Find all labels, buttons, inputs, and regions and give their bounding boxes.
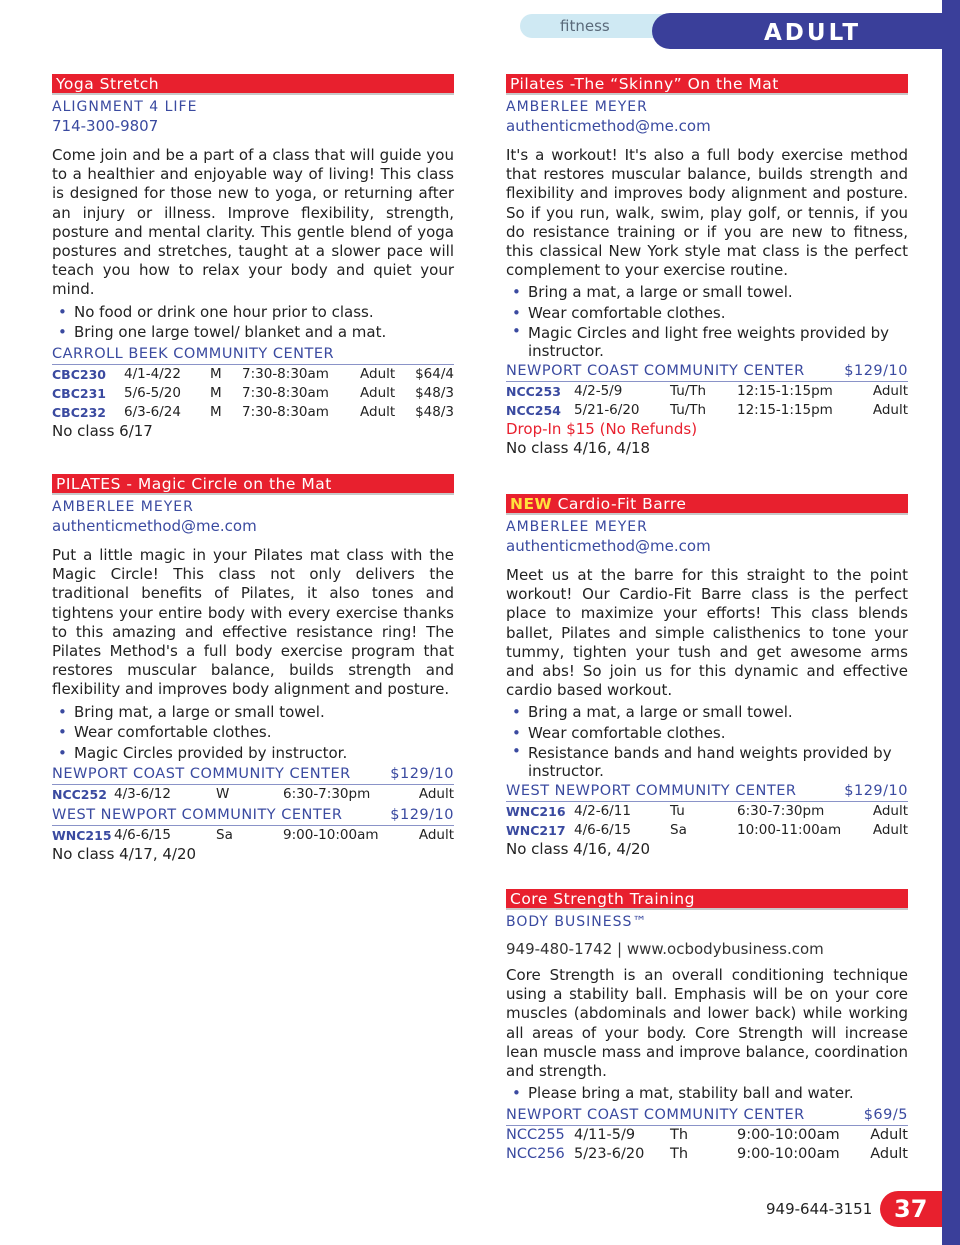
location-fee: $129/10 (844, 783, 908, 800)
class-code[interactable]: NCC256 (506, 1145, 565, 1162)
section-title: PILATES - Magic Circle on the Mat (52, 474, 454, 495)
time: 6:30-7:30pm (283, 786, 371, 803)
list-item: • Please bring a mat, stability ball and water. (506, 1083, 908, 1104)
dates: 5/23-6/20 (574, 1145, 645, 1162)
time: 9:00-10:00am (737, 1126, 840, 1143)
dates: 4/11-5/9 (574, 1126, 636, 1143)
list-item: • Magic Circles and light free weights provided by instructor. (506, 323, 908, 360)
section-title: Yoga Stretch (52, 74, 454, 95)
table-row (506, 802, 908, 821)
location-fee: $129/10 (390, 766, 454, 783)
table-row (52, 384, 454, 403)
dates: 6/3-6/24 (124, 403, 181, 420)
age-group: Adult (360, 365, 396, 382)
list-item: • Bring one large towel/ blanket and a mat. (52, 322, 454, 343)
age-group: Adult (872, 803, 908, 820)
core-strength-section (506, 889, 908, 1164)
location-name: CARROLL BEEK COMMUNITY CENTER (52, 345, 335, 362)
table-row (52, 403, 454, 422)
location-fee: $129/10 (390, 807, 454, 824)
age-group: Adult (360, 384, 396, 401)
list-item: • Bring a mat, a large or small towel. (506, 282, 908, 303)
age-group: Adult (870, 1126, 908, 1143)
time: 9:00-10:00am (283, 827, 379, 844)
class-code[interactable]: NCC254 (506, 403, 561, 419)
list-item: • Bring a mat, a large or small towel. (506, 702, 908, 723)
list-item: • Bring mat, a large or small towel. (52, 702, 454, 723)
location-header (52, 345, 454, 365)
instructor-name: AMBERLEE MEYER (506, 99, 648, 115)
schedule-table (52, 785, 454, 804)
day: Th (670, 1145, 689, 1162)
fee: $64/4 (415, 365, 454, 382)
instructor-name: ALIGNMENT 4 LIFE (52, 99, 198, 115)
time: 9:00-10:00am (737, 1145, 840, 1162)
age-group: Adult (418, 786, 454, 803)
instructor-name: BODY BUSINESS™ (506, 914, 648, 930)
dates: 4/2-6/11 (574, 803, 631, 820)
class-code[interactable]: WNC217 (506, 823, 566, 839)
location-name: WEST NEWPORT COMMUNITY CENTER (52, 807, 343, 824)
contact-email[interactable]: authenticmethod@me.com (506, 537, 711, 555)
class-code[interactable]: NCC253 (506, 384, 561, 400)
requirements-list (52, 302, 454, 343)
day: W (216, 786, 230, 803)
day: M (210, 365, 222, 382)
requirements-list (506, 702, 908, 780)
yoga-stretch-section (52, 74, 454, 474)
location-fee: $129/10 (844, 363, 908, 380)
day: Sa (670, 822, 687, 839)
new-badge: NEW (510, 495, 553, 513)
day: Tu/Th (670, 383, 707, 400)
day: M (210, 403, 222, 420)
time: 12:15-1:15pm (737, 383, 833, 400)
right-column (506, 74, 908, 1164)
day: Tu (670, 803, 685, 820)
table-row (506, 401, 908, 420)
dates: 4/6-6/15 (114, 827, 171, 844)
schedule-table (506, 1126, 908, 1164)
class-code[interactable]: NCC255 (506, 1126, 565, 1143)
adult-tab: ADULT (652, 13, 942, 49)
location-fee: $69/5 (863, 1106, 908, 1123)
no-class-note: No class 4/16, 4/20 (506, 840, 651, 859)
class-code[interactable]: CBC231 (52, 385, 106, 401)
dates: 5/6-5/20 (124, 384, 181, 401)
left-column (52, 74, 454, 864)
class-code[interactable]: WNC216 (506, 804, 566, 820)
list-item: • Wear comfortable clothes. (506, 303, 908, 324)
age-group: Adult (872, 383, 908, 400)
dates: 4/3-6/12 (114, 786, 171, 803)
time: 7:30-8:30am (242, 365, 329, 382)
time: 6:30-7:30pm (737, 803, 825, 820)
day: Th (670, 1126, 689, 1143)
location-name: NEWPORT COAST COMMUNITY CENTER (506, 363, 805, 380)
schedule-table (506, 382, 908, 420)
dates: 4/2-5/9 (574, 383, 623, 400)
age-group: Adult (360, 403, 396, 420)
section-title-text: Cardio-Fit Barre (557, 495, 687, 513)
schedule-table (52, 826, 454, 845)
dates: 4/6-6/15 (574, 822, 631, 839)
requirements-list (506, 282, 908, 360)
location-name: NEWPORT COAST COMMUNITY CENTER (506, 1106, 805, 1123)
location-name: WEST NEWPORT COMMUNITY CENTER (506, 783, 797, 800)
fee: $48/3 (415, 384, 454, 401)
dates: 5/21-6/20 (574, 402, 640, 419)
location-header (506, 782, 908, 802)
page-number: 37 (880, 1191, 942, 1227)
location-header (506, 362, 908, 382)
schedule-table (506, 802, 908, 840)
contact-phone[interactable]: 714-300-9807 (52, 117, 159, 135)
table-row (506, 382, 908, 401)
class-code[interactable]: NCC252 (52, 787, 107, 803)
requirements-list (52, 702, 454, 764)
class-code[interactable]: CBC232 (52, 404, 106, 420)
section-title (506, 494, 908, 515)
age-group: Adult (872, 822, 908, 839)
class-code[interactable]: WNC215 (52, 828, 112, 844)
pilates-magic-circle-section (52, 474, 454, 864)
class-description: Core Strength is an overall conditioning technique using a stability ball. Emphasis will be on your core muscles (abdominals and lower back) while working all areas of your body. Core Strength will increase lean muscle mass and improve balance, coordination and strength. (506, 966, 908, 1081)
time: 7:30-8:30am (242, 403, 329, 420)
list-item: • Resistance bands and hand weights provided by instructor. (506, 743, 908, 780)
location-header (52, 806, 454, 826)
contact-email[interactable]: authenticmethod@me.com (52, 517, 257, 535)
table-row (506, 821, 908, 840)
requirements-list (506, 1083, 908, 1104)
list-item: • Wear comfortable clothes. (52, 722, 454, 743)
fee: $48/3 (415, 403, 454, 420)
no-class-note: No class 4/16, 4/18 (506, 439, 651, 458)
location-header (52, 765, 454, 785)
dates: 4/1-4/22 (124, 365, 181, 382)
right-edge-bar (942, 0, 960, 1245)
location-header (506, 1106, 908, 1126)
age-group: Adult (870, 1145, 908, 1162)
pilates-skinny-section (506, 74, 908, 494)
section-title: Pilates -The “Skinny” On the Mat (506, 74, 908, 95)
instructor-name: AMBERLEE MEYER (506, 519, 648, 535)
table-row (506, 1145, 908, 1164)
age-group: Adult (418, 827, 454, 844)
table-row (52, 365, 454, 384)
cardio-fit-barre-section (506, 494, 908, 889)
footer-phone: 949-644-3151 (766, 1200, 873, 1218)
class-description: Come join and be a part of a class that will guide you to a healthier and enjoyable way of living! This class is designed for those new to yoga, or returning after an injury or illness. Improve flexibility, strength, posture and mental clarity. This gentle blend of yoga postures and stretches, taught at a slower pace will teach you how to relax your body and quiet your mind. (52, 146, 454, 299)
time: 12:15-1:15pm (737, 402, 833, 419)
day: M (210, 384, 222, 401)
table-row (506, 1126, 908, 1145)
section-title: Core Strength Training (506, 889, 908, 910)
contact-email[interactable]: authenticmethod@me.com (506, 117, 711, 135)
no-class-note: No class 4/17, 4/20 (52, 845, 197, 864)
age-group: Adult (872, 402, 908, 419)
day: Tu/Th (670, 402, 707, 419)
class-description: Meet us at the barre for this straight to the point workout! Our Cardio-Fit Barre class is the perfect place to maximize your efforts! This class blends ballet, Pilates and simple calisthenics to tone your tummy, tighten your tush and get awesome arms and abs! So join us for this dynamic and effective cardio based workout. (506, 566, 908, 700)
class-description: Put a little magic in your Pilates mat class with the Magic Circle! This class not only delivers the traditional benefits of Pilates, it also tones and tightens your entire body with every exercise thanks to this amazing and effective resistance ring! The Pilates Method's a full body exercise program that restores muscular balance, builds strength and flexibility and improves body alignment and posture. (52, 546, 454, 699)
instructor-name: AMBERLEE MEYER (52, 499, 194, 515)
list-item: • No food or drink one hour prior to class. (52, 302, 454, 323)
table-row (52, 785, 454, 804)
list-item: • Wear comfortable clothes. (506, 723, 908, 744)
table-row (52, 826, 454, 845)
schedule-table (52, 365, 454, 422)
list-item: • Magic Circles provided by instructor. (52, 743, 454, 764)
no-class-note: No class 6/17 (52, 421, 153, 440)
location-name: NEWPORT COAST COMMUNITY CENTER (52, 766, 351, 783)
contact-info[interactable]: 949-480-1742 | www.ocbodybusiness.com (506, 940, 824, 958)
fitness-tab: fitness (520, 14, 720, 38)
drop-in-price: Drop-In $15 (No Refunds) (506, 420, 698, 439)
class-code[interactable]: CBC230 (52, 366, 106, 382)
time: 7:30-8:30am (242, 384, 329, 401)
class-description: It's a workout! It's also a full body exercise method that restores muscular balance, builds strength and flexibility and improves body alignment and posture. So if you run, walk, swim, play golf, or tennis, if you do resistance training or if you are new to fitness, this classical New York style mat class is the perfect complement to your exercise routine. (506, 146, 908, 280)
time: 10:00-11:00am (737, 822, 842, 839)
day: Sa (216, 827, 233, 844)
